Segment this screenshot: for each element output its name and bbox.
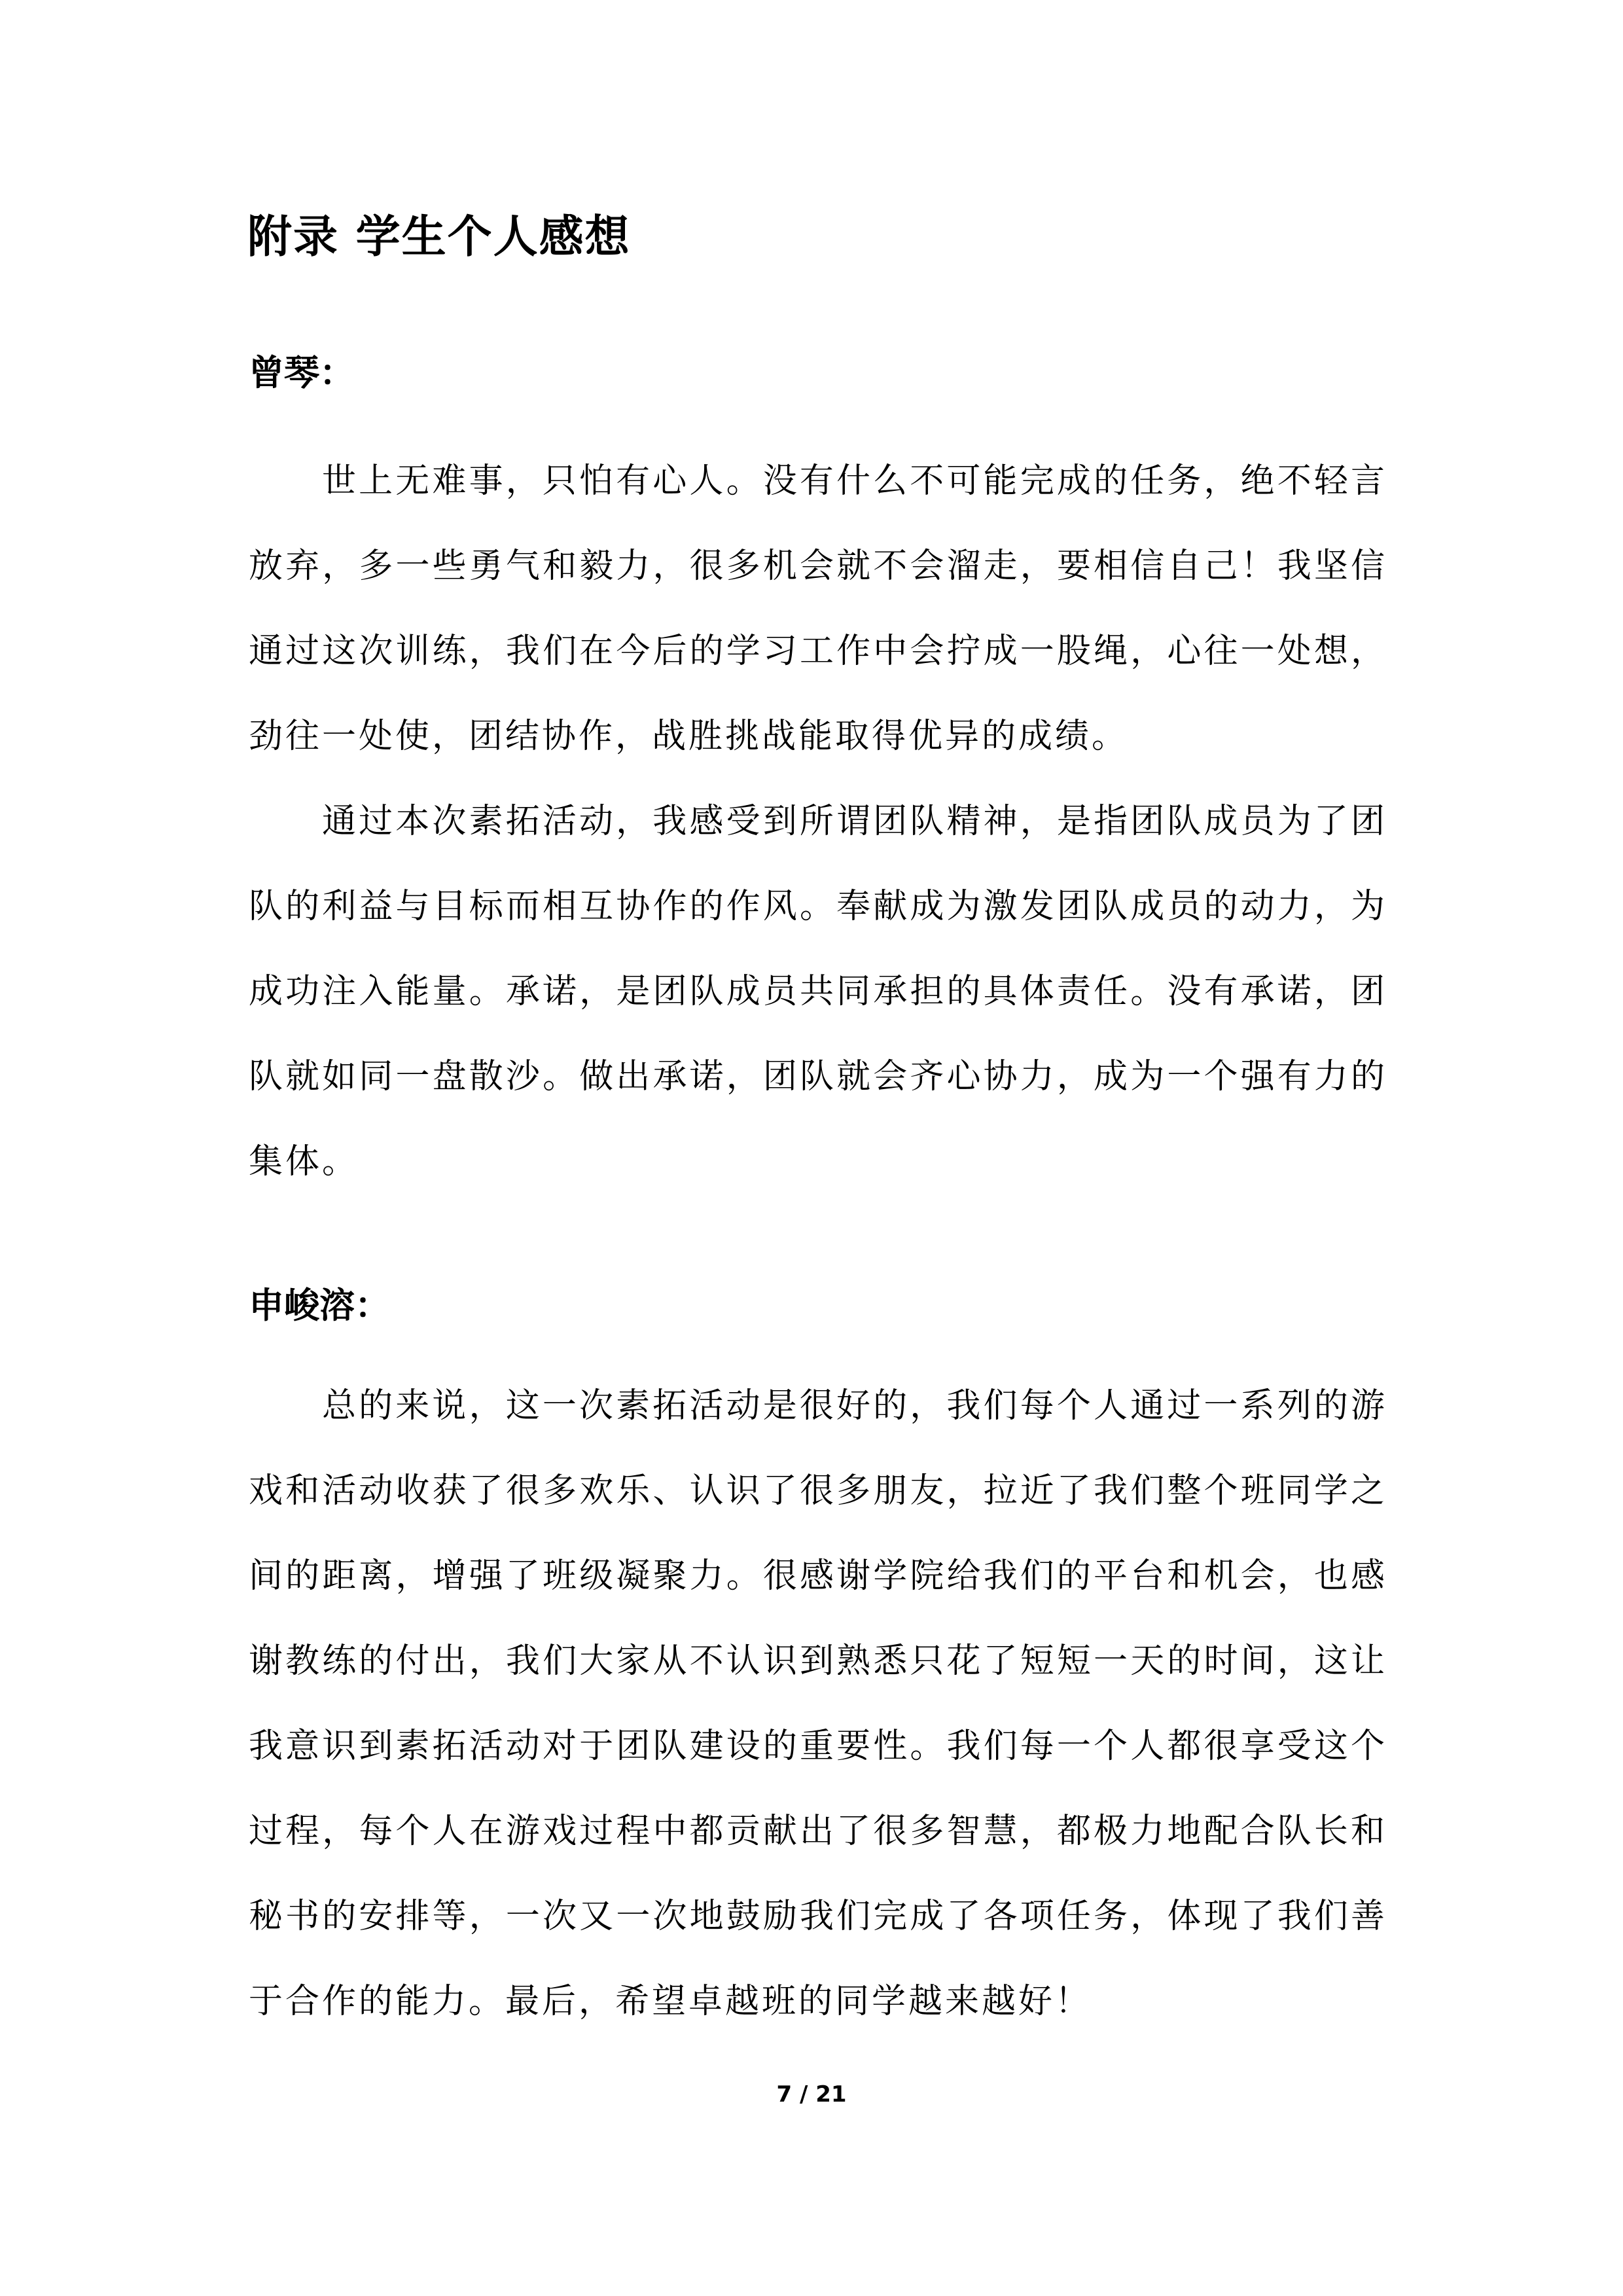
reflection-section-shen-junrong	[249, 1280, 1387, 2044]
page-title: 附录 学生个人感想	[247, 211, 631, 263]
paragraph: 通过本次素拓活动，我感受到所谓团队精神，是指团队成员为了团队的利益与目标而相互协作的作风。奉献成为激发团队成员的动力，为成功注入能量。承诺，是团队成员共同承担的具体责任。没有承诺，团队就如同一盘散沙。做出承诺，团队就会齐心协力，成为一个强有力的集体。	[249, 802, 1387, 1181]
reflection-section-zeng-qin	[249, 347, 1387, 1204]
paragraph: 总的来说，这一次素拓活动是很好的，我们每个人通过一系列的游戏和活动收获了很多欢乐、认识了很多朋友，拉近了我们整个班同学之间的距离，增强了班级凝聚力。很感谢学院给我们的平台和机会，也感谢教练的付出，我们大家从不认识到熟悉只花了短短一天的时间，这让我意识到素拓活动对于团队建设的重要性。我们每一个人都很享受这个过程，每个人在游戏过程中都贡献出了很多智慧，都极力地配合队长和秘书的安排等，一次又一次地鼓励我们完成了各项任务，体现了我们善于合作的能力。最后，希望卓越班的同学越来越好！	[249, 1386, 1387, 2021]
page-number: 7 / 21	[776, 2081, 847, 2108]
author-name: 申峻溶：	[249, 1285, 390, 1326]
paragraph: 世上无难事，只怕有心人。没有什么不可能完成的任务，绝不轻言放弃，多一些勇气和毅力，很多机会就不会溜走，要相信自己！我坚信通过这次训练，我们在今后的学习工作中会拧成一股绳，心往一处想，劲往一处使，团结协作，战胜挑战能取得优异的成绩。	[249, 461, 1387, 756]
author-name: 曾琴：	[249, 352, 355, 393]
